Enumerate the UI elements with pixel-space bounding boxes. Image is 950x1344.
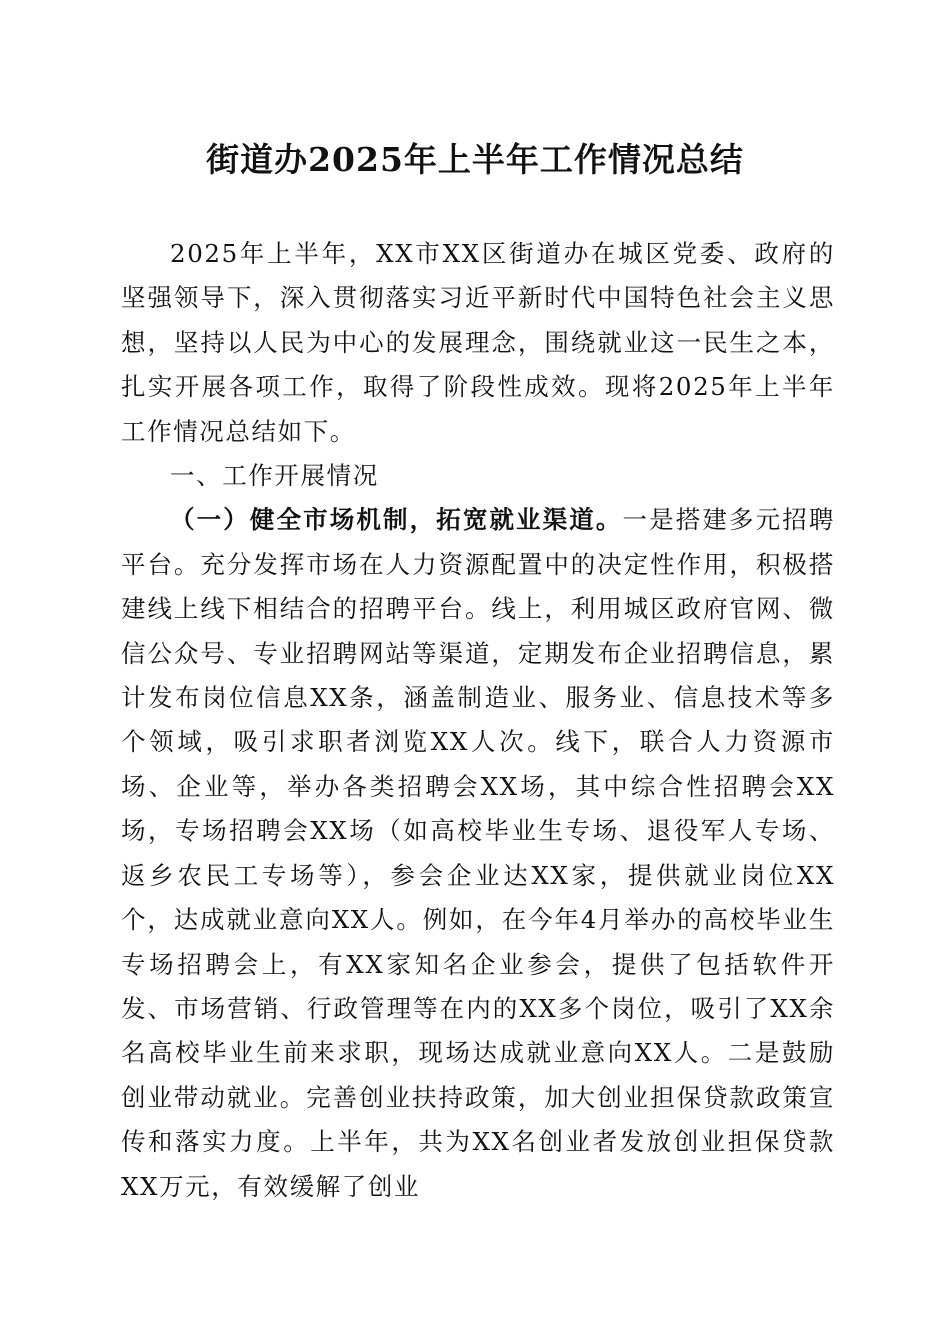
section-heading: 一、工作开展情况 (170, 461, 379, 491)
subsection-heading: （一）健全市场机制，拓宽就业渠道。 (170, 505, 623, 535)
subsection-paragraph (121, 498, 835, 1209)
document-title: 街道办2025年上半年工作情况总结 (206, 140, 744, 179)
document-body (121, 232, 835, 1209)
intro-paragraph: 2025年上半年，XX市XX区街道办在城区党委、政府的坚强领导下，深入贯彻落实习近平新时代中国特色社会主义思想，坚持以人民为中心的发展理念，围绕就业这一民生之本，扎实开展各项工作，取得了阶段性成效。现将2025年上半年工作情况总结如下。 (121, 239, 835, 446)
subsection-body: 一是搭建多元招聘平台。充分发挥市场在人力资源配置中的决定性作用，积极搭建线上线下相结合的招聘平台。线上，利用城区政府官网、微信公众号、专业招聘网站等渠道，定期发布企业招聘信息，累计发布岗位信息XX条，涵盖制造业、服务业、信息技术等多个领域，吸引求职者浏览XX人次。线下，联合人力资源市场、企业等，举办各类招聘会XX场，其中综合性招聘会XX场，专场招聘会XX场（如高校毕业生专场、退役军人专场、返乡农民工专场等），参会企业达XX家，提供就业岗位XX个，达成就业意向XX人。例如，在今年4月举办的高校毕业生专场招聘会上，有XX家知名企业参会，提供了包括软件开发、市场营销、行政管理等在内的XX多个岗位，吸引了XX余名高校毕业生前来求职，现场达成就业意向XX人。二是鼓励创业带动就业。完善创业扶持政策，加大创业担保贷款政策宣传和落实力度。上半年，共为XX名创业者发放创业担保贷款XX万元，有效缓解了创业 (121, 505, 835, 1201)
